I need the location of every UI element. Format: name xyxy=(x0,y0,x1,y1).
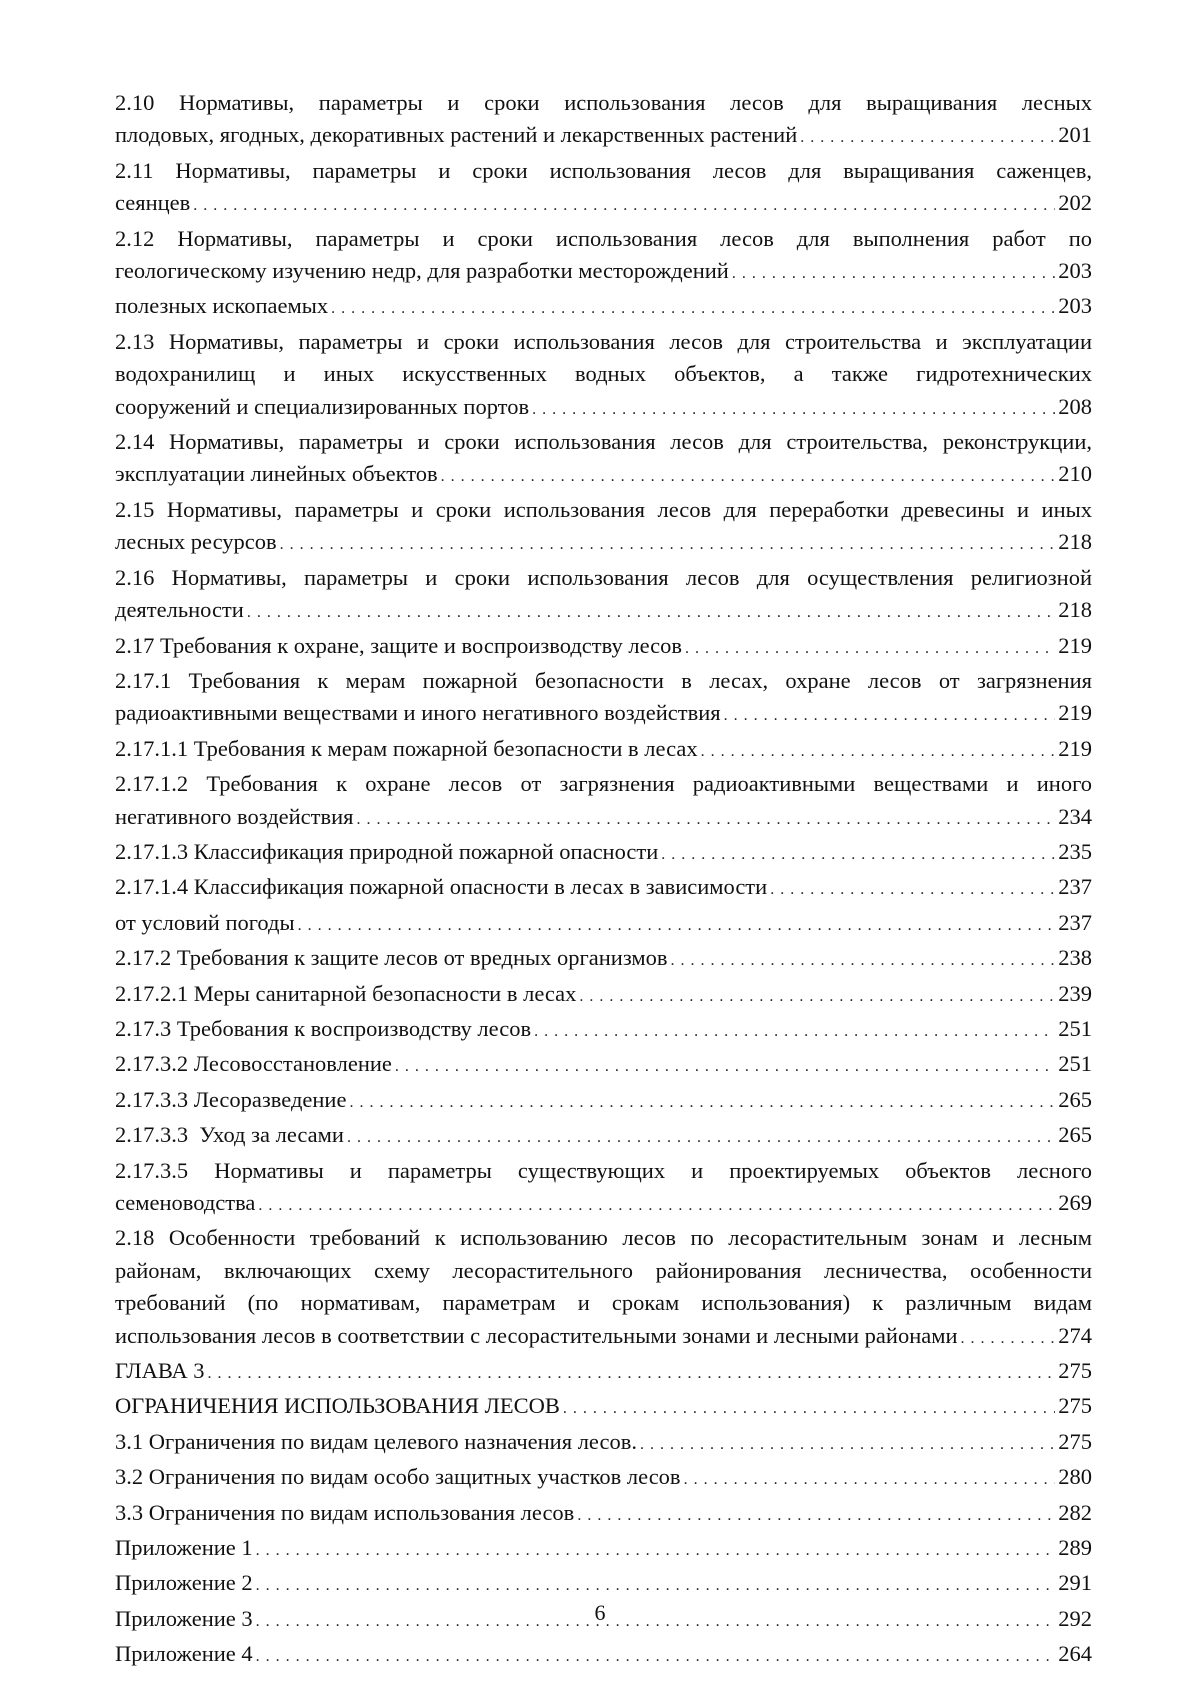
toc-entry-2-17-2-1[interactable] xyxy=(115,978,1092,1013)
toc-entry-line xyxy=(115,1355,1092,1390)
toc-page-number: 201 xyxy=(1058,122,1092,148)
toc-entry-line xyxy=(115,978,1092,1013)
toc-entry-lead: 2.11 Нормативы, параметры и сроки использования лесов для выращивания саженцев, xyxy=(115,157,1092,183)
toc-entry-line xyxy=(115,458,1092,493)
toc-entry-title: плодовых, ягодных, декоративных растений и лекарственных растений xyxy=(115,122,798,148)
toc-entry-line xyxy=(115,871,1092,906)
toc-entry-title: 3.1 Ограничения по видам целевого назначения лесов. xyxy=(115,1428,637,1454)
dot-leader xyxy=(770,874,1055,906)
toc-page-number: 234 xyxy=(1058,803,1092,829)
toc-entry-2-12[interactable] xyxy=(115,223,1092,291)
toc-entry-2-10[interactable] xyxy=(115,87,1092,155)
toc-entry-line xyxy=(115,1426,1092,1461)
toc-entry-2-15[interactable] xyxy=(115,494,1092,562)
dot-leader xyxy=(349,1087,1055,1119)
toc-entry-line xyxy=(115,594,1092,629)
toc-entry-line xyxy=(115,391,1092,426)
toc-entry-title: семеноводства xyxy=(115,1190,256,1215)
toc-entry-2-17-1-2[interactable] xyxy=(115,768,1092,836)
toc-entry-2-17[interactable] xyxy=(115,630,1092,665)
toc-entry-chapter-3-title[interactable] xyxy=(115,1390,1092,1425)
toc-entry-title: Приложение 1 xyxy=(115,1535,253,1561)
toc-entry-lead: 2.14 Нормативы, параметры и сроки использования лесов для строительства, реконструкции, xyxy=(115,429,1092,455)
toc-entry-2-17-3[interactable] xyxy=(115,1013,1092,1048)
toc-entry-lead: 2.15 Нормативы, параметры и сроки использования лесов для переработки древесины и иных xyxy=(115,496,1092,522)
dot-leader xyxy=(577,1500,1055,1532)
toc-entry-appendix-2[interactable] xyxy=(115,1567,1092,1602)
toc-page-number: 274 xyxy=(1058,1322,1092,1348)
toc-entry-2-17-1-4[interactable] xyxy=(115,871,1092,906)
toc-entry-2-17-3-3-b[interactable] xyxy=(115,1119,1092,1154)
toc-entry-lead: 2.13 Нормативы, параметры и сроки использования лесов для строительства и эксплуатации водохранилищ и иных искусственных водных объектов, а также гидротехнических xyxy=(115,328,1092,387)
toc-entry-2-13[interactable] xyxy=(115,326,1092,426)
toc-entry-line xyxy=(115,255,1092,290)
dot-leader xyxy=(331,293,1055,325)
toc-entry-line xyxy=(115,1567,1092,1602)
toc-entry-line xyxy=(115,119,1092,154)
dot-leader xyxy=(298,910,1056,942)
toc-entry-2-17-1-4-cont[interactable] xyxy=(115,907,1092,942)
toc-entry-title: 3.2 Ограничения по видам особо защитных участков лесов xyxy=(115,1464,681,1490)
toc-page-number: 275 xyxy=(1058,1393,1092,1419)
toc-entry-lead: 2.10 Нормативы, параметры и сроки использования лесов для выращивания лесных xyxy=(115,90,1092,115)
toc-entry-lead: 2.18 Особенности требований к использованию лесов по лесорастительным зонам и лесным районам, включающих схему лесорастительного районирования лесничества, особенности требований (по нормативам, параметрам и срокам использования) к различным видам xyxy=(115,1225,1092,1316)
toc-entry-title: 2.17.1.3 Классификация природной пожарной опасности xyxy=(115,838,659,864)
toc-entry-line xyxy=(115,1320,1092,1355)
dot-leader xyxy=(258,1190,1055,1222)
toc-entry-title: Приложение 2 xyxy=(115,1570,253,1596)
toc-page-number: 210 xyxy=(1058,461,1092,487)
toc-entry-line xyxy=(115,697,1092,732)
toc-page-number: 203 xyxy=(1058,258,1092,284)
dot-leader xyxy=(640,1429,1055,1461)
toc-entry-line xyxy=(115,1461,1092,1496)
toc-entry-line xyxy=(115,1187,1092,1222)
toc-page-number: 251 xyxy=(1058,1015,1092,1041)
toc-entry-2-14[interactable] xyxy=(115,426,1092,494)
toc-entry-title: полезных ископаемых xyxy=(115,293,329,319)
toc-page-number: 251 xyxy=(1058,1051,1092,1077)
toc-entry-title: использования лесов в соответствии с лесорастительными зонами и лесными районами xyxy=(115,1322,958,1348)
dot-leader xyxy=(256,1535,1056,1567)
page-number: 6 xyxy=(594,1600,606,1625)
toc-entry-title: Приложение 4 xyxy=(115,1641,253,1667)
dot-leader xyxy=(441,461,1056,493)
toc-page-number: 219 xyxy=(1058,632,1092,658)
toc-entry-line xyxy=(115,1013,1092,1048)
dot-leader xyxy=(732,258,1055,290)
toc-entry-title: деятельности xyxy=(115,597,244,623)
toc-entry-title: сеянцев xyxy=(115,190,191,216)
toc-entry-line xyxy=(115,942,1092,977)
toc-page-number: 282 xyxy=(1058,1499,1092,1525)
toc-page-number: 208 xyxy=(1058,393,1092,419)
toc-entry-2-17-3-2[interactable] xyxy=(115,1048,1092,1083)
dot-leader xyxy=(532,394,1055,426)
toc-page-number: 275 xyxy=(1058,1358,1092,1384)
toc-page-number: 264 xyxy=(1058,1641,1092,1667)
toc-entry-title: негативного воздействия xyxy=(115,803,354,829)
toc-entry-line xyxy=(115,733,1092,768)
toc-entry-2-16[interactable] xyxy=(115,562,1092,630)
dot-leader xyxy=(579,981,1055,1013)
toc-page-number: 203 xyxy=(1058,293,1092,319)
dot-leader xyxy=(357,804,1056,836)
dot-leader xyxy=(208,1358,1056,1390)
toc-entry-2-17-1[interactable] xyxy=(115,665,1092,733)
toc-page-number: 238 xyxy=(1058,945,1092,971)
toc-entry-title: 2.17.2 Требования к защите лесов от вредных организмов xyxy=(115,945,668,971)
toc-entry-appendix-4[interactable] xyxy=(115,1638,1092,1673)
toc-entry-title: 2.17.3.3 Лесоразведение xyxy=(115,1086,347,1112)
toc-entry-3-1[interactable] xyxy=(115,1426,1092,1461)
toc-entry-title: ГЛАВА 3 xyxy=(115,1358,205,1384)
toc-entry-lead: 2.17.3.5 Нормативы и параметры существующих и проектируемых объектов лесного xyxy=(115,1157,1092,1183)
toc-entry-lead: 2.17.1 Требования к мерам пожарной безопасности в лесах, охране лесов от загрязнения xyxy=(115,667,1092,693)
toc-entry-title: ОГРАНИЧЕНИЯ ИСПОЛЬЗОВАНИЯ ЛЕСОВ xyxy=(115,1393,560,1419)
toc-entry-line xyxy=(115,1532,1092,1567)
toc-page-number: 275 xyxy=(1058,1428,1092,1454)
toc-entry-2-17-1-1[interactable] xyxy=(115,733,1092,768)
toc-entry-line xyxy=(115,836,1092,871)
toc-page-number: 269 xyxy=(1058,1190,1092,1215)
toc-entry-title: эксплуатации линейных объектов xyxy=(115,461,438,487)
toc-entry-lead: 2.16 Нормативы, параметры и сроки использования лесов для осуществления религиозной xyxy=(115,564,1092,590)
toc-entry-title: 3.3 Ограничения по видам использования лесов xyxy=(115,1499,575,1525)
toc-page-number: 292 xyxy=(1058,1605,1092,1631)
toc-entry-2-17-1-3[interactable] xyxy=(115,836,1092,871)
toc-entry-title: Приложение 3 xyxy=(115,1605,253,1631)
toc-entry-line xyxy=(115,630,1092,665)
toc-entry-line xyxy=(115,1119,1092,1154)
dot-leader xyxy=(685,633,1055,665)
toc-entry-line xyxy=(115,1497,1092,1532)
toc-page-number: 239 xyxy=(1058,980,1092,1006)
toc-entry-line xyxy=(115,526,1092,561)
dot-leader xyxy=(724,700,1056,732)
toc-entry-line xyxy=(115,187,1092,222)
toc-page-number: 237 xyxy=(1058,874,1092,900)
toc-entry-title: 2.17.1.1 Требования к мерам пожарной безопасности в лесах xyxy=(115,735,698,761)
dot-leader xyxy=(701,736,1056,768)
dot-leader xyxy=(193,190,1055,222)
toc-entry-title: сооружений и специализированных портов xyxy=(115,393,530,419)
toc-entry-title: 2.17.2.1 Меры санитарной безопасности в лесах xyxy=(115,980,577,1006)
toc-entry-lead: 2.12 Нормативы, параметры и сроки использования лесов для выполнения работ по xyxy=(115,225,1092,251)
toc-page-number: 291 xyxy=(1058,1570,1092,1596)
toc-entry-lead: 2.17.1.2 Требования к охране лесов от загрязнения радиоактивными веществами и иного xyxy=(115,771,1092,797)
toc-entry-title: геологическому изучению недр, для разработки месторождений xyxy=(115,258,729,284)
table-of-contents xyxy=(115,87,1092,1674)
toc-page-number: 218 xyxy=(1058,529,1092,555)
toc-entry-2-11[interactable] xyxy=(115,155,1092,223)
toc-entry-title: лесных ресурсов xyxy=(115,529,277,555)
dot-leader xyxy=(395,1051,1055,1083)
toc-page-number: 289 xyxy=(1058,1535,1092,1561)
toc-page-number: 265 xyxy=(1058,1086,1092,1112)
dot-leader xyxy=(534,1016,1055,1048)
toc-entry-title: 2.17.3 Требования к воспроизводству лесов xyxy=(115,1015,532,1041)
dot-leader xyxy=(256,1570,1056,1602)
dot-leader xyxy=(563,1393,1055,1425)
toc-entry-appendix-1[interactable] xyxy=(115,1532,1092,1567)
toc-entry-line xyxy=(115,1638,1092,1673)
toc-entry-2-17-3-5[interactable] xyxy=(115,1155,1092,1223)
toc-entry-line xyxy=(115,1048,1092,1083)
toc-entry-line xyxy=(115,290,1092,325)
toc-page-number: 219 xyxy=(1058,700,1092,726)
dot-leader xyxy=(800,122,1055,154)
toc-entry-2-17-3-3[interactable] xyxy=(115,1084,1092,1119)
dot-leader xyxy=(247,597,1055,629)
toc-entry-title: радиоактивными веществами и иного негативного воздействия xyxy=(115,700,721,726)
dot-leader xyxy=(961,1323,1056,1355)
toc-page-number: 280 xyxy=(1058,1464,1092,1490)
toc-entry-title: 2.17.3.2 Лесовосстановление xyxy=(115,1051,392,1077)
toc-entry-title: 2.17 Требования к охране, защите и воспроизводству лесов xyxy=(115,632,682,658)
toc-entry-title: 2.17.1.4 Классификация пожарной опасности в лесах в зависимости xyxy=(115,874,768,900)
toc-page-number: 219 xyxy=(1058,735,1092,761)
toc-entry-title: 2.17.3.3 Уход за лесами xyxy=(115,1122,344,1148)
dot-leader xyxy=(256,1641,1056,1673)
toc-entry-2-18[interactable] xyxy=(115,1222,1092,1355)
toc-entry-title: от условий погоды xyxy=(115,909,295,935)
toc-page-number: 237 xyxy=(1058,909,1092,935)
dot-leader xyxy=(661,839,1055,871)
toc-entry-line xyxy=(115,907,1092,942)
toc-entry-line xyxy=(115,1390,1092,1425)
toc-entry-line xyxy=(115,1084,1092,1119)
toc-entry-3-3[interactable] xyxy=(115,1497,1092,1532)
toc-entry-2-12-cont[interactable] xyxy=(115,290,1092,325)
toc-page-number: 265 xyxy=(1058,1122,1092,1148)
toc-page-number: 202 xyxy=(1058,190,1092,216)
dot-leader xyxy=(280,529,1056,561)
toc-entry-chapter-3[interactable] xyxy=(115,1355,1092,1390)
toc-page-number: 235 xyxy=(1058,838,1092,864)
toc-page-number: 218 xyxy=(1058,597,1092,623)
toc-entry-line xyxy=(115,801,1092,836)
dot-leader xyxy=(347,1122,1055,1154)
toc-entry-3-2[interactable] xyxy=(115,1461,1092,1496)
dot-leader xyxy=(671,945,1056,977)
toc-entry-2-17-2[interactable] xyxy=(115,942,1092,977)
dot-leader xyxy=(684,1464,1056,1496)
